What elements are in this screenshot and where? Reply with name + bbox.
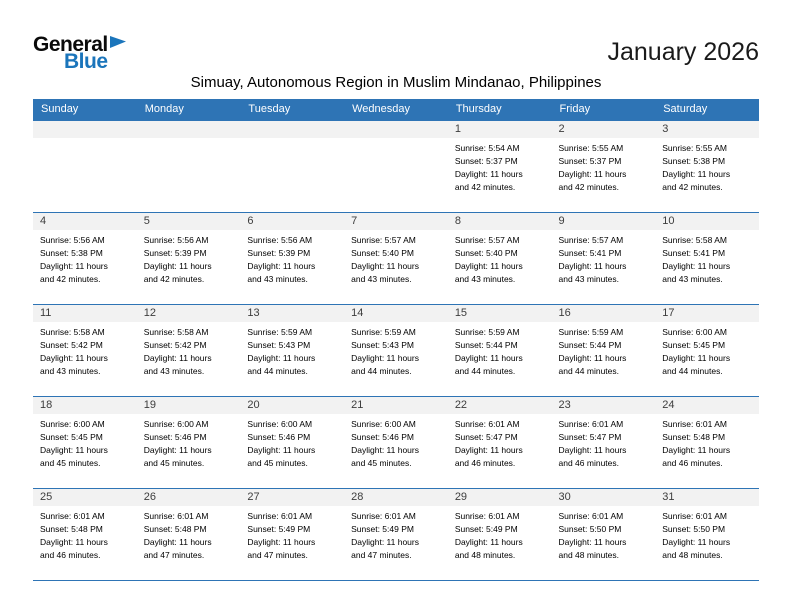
day-number-band [448,121,552,138]
calendar-day-cell [137,305,241,397]
calendar-week-row [33,213,759,305]
day-number: 11 [40,307,52,319]
sun-time-line: Daylight: 11 hours [558,261,627,271]
weekday-header-row [33,99,759,121]
sun-time-line: Sunrise: 5:58 AM [662,235,727,245]
day-number-band [33,213,137,230]
sun-time-line: Daylight: 11 hours [143,537,212,547]
sun-time-line: and 43 minutes. [143,366,205,376]
sun-times [448,138,552,194]
sun-time-line: Daylight: 11 hours [247,261,316,271]
day-number-band [137,489,241,506]
sun-time-line: Daylight: 11 hours [247,445,316,455]
sun-times [137,322,241,378]
day-number-band [137,121,241,138]
day-number-band [240,305,344,322]
sun-time-line: Sunrise: 6:00 AM [662,327,727,337]
calendar-day-cell [33,489,137,581]
sun-times [33,506,137,562]
calendar-day-cell [33,397,137,489]
sun-time-line: Sunrise: 6:00 AM [40,419,105,429]
day-number: 20 [247,399,260,411]
sun-times [240,322,344,378]
day-number-band [240,121,344,138]
sun-times [344,138,448,142]
logo-flag-icon [110,36,127,50]
sun-time-line: Sunset: 5:50 PM [662,524,726,534]
sun-time-line: Sunset: 5:39 PM [247,248,311,258]
sun-time-line: and 44 minutes. [351,366,412,376]
day-number-band [655,489,759,506]
calendar-day-cell [240,397,344,489]
sun-time-line: and 48 minutes. [454,550,516,560]
sun-time-line: Sunrise: 6:01 AM [143,511,209,521]
day-number-band [344,121,448,138]
sun-time-line: Sunset: 5:41 PM [662,248,726,258]
sun-time-line: Daylight: 11 hours [454,353,523,363]
sun-times [552,138,656,194]
calendar-week-row [33,397,759,489]
sun-time-line: Sunset: 5:48 PM [40,524,103,534]
sun-time-line: Daylight: 11 hours [143,353,212,363]
calendar-empty-cell [240,121,344,213]
sun-time-line: Sunrise: 6:00 AM [351,419,416,429]
calendar-day-cell [655,213,759,305]
sun-time-line: Daylight: 11 hours [662,445,731,455]
day-number: 9 [558,215,565,227]
calendar-day-cell [552,489,656,581]
sun-time-line: Sunset: 5:37 PM [454,156,518,166]
weekday-header-saturday: Saturday [655,99,759,121]
sun-time-line: and 42 minutes. [558,182,619,192]
sun-time-line: Sunrise: 5:55 AM [558,143,624,153]
sun-time-line: Daylight: 11 hours [454,445,523,455]
day-number: 22 [454,399,468,411]
sun-times [655,138,759,194]
calendar-day-cell [552,305,656,397]
location-subtitle: Simuay, Autonomous Region in Muslim Mindanao, Philippines [190,74,602,91]
day-number: 30 [558,491,571,503]
sun-time-line: Daylight: 11 hours [351,445,419,455]
sun-time-line: and 42 minutes. [143,274,205,284]
sun-time-line: Sunset: 5:46 PM [247,432,311,442]
day-number-band [240,213,344,230]
day-number: 26 [143,491,156,503]
day-number: 14 [351,307,364,319]
sun-times [33,322,137,378]
sun-time-line: and 44 minutes. [454,366,516,376]
day-number: 13 [247,307,260,319]
sun-time-line: Sunset: 5:45 PM [40,432,103,442]
day-number: 5 [143,215,150,227]
generalblue-logo [33,34,127,72]
sun-time-line: Sunset: 5:42 PM [143,340,207,350]
day-number-band [344,489,448,506]
sun-time-line: Sunrise: 5:57 AM [351,235,416,245]
sun-times [240,138,344,142]
sun-time-line: and 46 minutes. [454,458,516,468]
day-number: 27 [247,491,260,503]
sun-times [552,230,656,286]
calendar-day-cell [655,397,759,489]
sun-times [655,506,759,562]
sun-time-line: Sunrise: 5:54 AM [454,143,520,153]
calendar-day-cell [137,213,241,305]
sun-time-line: and 43 minutes. [247,274,308,284]
sun-times [344,414,448,470]
sun-times [552,414,656,470]
sun-time-line: and 46 minutes. [40,550,101,560]
day-number-band [33,121,137,138]
day-number: 25 [40,491,53,503]
day-number: 8 [454,215,461,227]
day-number-band [137,213,241,230]
calendar-week-row [33,305,759,397]
day-number: 1 [454,123,461,135]
sun-times [344,230,448,286]
calendar-day-cell [240,305,344,397]
sun-time-line: and 44 minutes. [558,366,619,376]
day-number: 18 [40,399,53,411]
calendar-day-cell [655,489,759,581]
calendar-week-row [33,489,759,581]
day-number-band [137,305,241,322]
day-number-band [240,397,344,414]
day-number: 3 [662,123,669,135]
sun-time-line: Daylight: 11 hours [662,169,731,179]
sun-time-line: Sunset: 5:48 PM [662,432,726,442]
day-number-band [344,397,448,414]
calendar-day-cell [552,213,656,305]
calendar-day-cell [552,397,656,489]
day-number-band [552,121,656,138]
sun-time-line: and 47 minutes. [351,550,412,560]
sun-time-line: and 43 minutes. [662,274,723,284]
weekday-header-wednesday: Wednesday [344,99,448,121]
sun-time-line: Sunset: 5:38 PM [40,248,103,258]
sun-time-line: Sunrise: 5:56 AM [247,235,313,245]
sun-time-line: Sunset: 5:49 PM [351,524,414,534]
sun-time-line: Sunset: 5:37 PM [558,156,622,166]
day-number-band [448,489,552,506]
calendar-empty-cell [137,121,241,213]
sun-time-line: Daylight: 11 hours [351,353,419,363]
sun-time-line: Sunset: 5:49 PM [247,524,311,534]
sun-time-line: Daylight: 11 hours [247,353,316,363]
sun-times [655,322,759,378]
sun-time-line: Sunset: 5:44 PM [558,340,622,350]
calendar-day-cell [137,397,241,489]
day-number: 12 [143,307,156,319]
sun-times [33,230,137,286]
day-number-band [552,489,656,506]
weekday-header-thursday: Thursday [448,99,552,121]
day-number: 21 [351,399,364,411]
weekday-header-sunday: Sunday [33,99,137,121]
day-number-band [344,305,448,322]
sun-times [240,414,344,470]
sun-time-line: and 46 minutes. [662,458,723,468]
calendar-day-cell [448,121,552,213]
sun-time-line: Sunset: 5:43 PM [351,340,414,350]
sun-time-line: Sunrise: 5:56 AM [143,235,209,245]
sun-time-line: and 45 minutes. [351,458,412,468]
sun-time-line: Sunrise: 5:58 AM [40,327,105,337]
sun-time-line: Sunset: 5:46 PM [143,432,207,442]
calendar-day-cell [448,397,552,489]
calendar-day-cell [344,305,448,397]
sun-time-line: Sunset: 5:50 PM [558,524,622,534]
sun-time-line: Sunset: 5:44 PM [454,340,518,350]
day-number-band [33,397,137,414]
day-number: 31 [662,491,675,503]
sun-time-line: Sunrise: 6:01 AM [351,511,416,521]
day-number: 10 [662,215,675,227]
day-number-band [552,305,656,322]
calendar-empty-cell [344,121,448,213]
calendar-day-cell [448,489,552,581]
sun-time-line: Sunset: 5:48 PM [143,524,207,534]
day-number-band [33,489,137,506]
sun-times [137,414,241,470]
sun-times [448,322,552,378]
sun-time-line: and 45 minutes. [143,458,205,468]
sun-time-line: Daylight: 11 hours [558,445,627,455]
day-number: 15 [454,307,468,319]
sun-time-line: Sunrise: 5:58 AM [143,327,209,337]
sun-time-line: Sunset: 5:41 PM [558,248,622,258]
sun-times [448,414,552,470]
sun-time-line: and 44 minutes. [662,366,723,376]
day-number: 23 [558,399,571,411]
day-number-band [448,213,552,230]
sun-time-line: Daylight: 11 hours [40,353,108,363]
sun-time-line: Sunset: 5:39 PM [143,248,207,258]
calendar-day-cell [655,305,759,397]
sun-times [240,506,344,562]
calendar-day-cell [448,305,552,397]
calendar-week-row [33,121,759,213]
sun-time-line: Sunset: 5:40 PM [454,248,518,258]
sun-times [448,506,552,562]
day-number-band [552,213,656,230]
sun-time-line: Daylight: 11 hours [662,537,731,547]
day-number-band [655,121,759,138]
sun-times [344,506,448,562]
day-number-band [655,213,759,230]
sun-time-line: Sunrise: 6:01 AM [662,511,727,521]
sun-time-line: Sunset: 5:42 PM [40,340,103,350]
sun-time-line: Sunset: 5:43 PM [247,340,311,350]
calendar-day-cell [240,213,344,305]
sun-time-line: Sunrise: 6:01 AM [454,419,520,429]
sun-time-line: Daylight: 11 hours [40,537,108,547]
sun-times [655,230,759,286]
sun-times [552,506,656,562]
sun-time-line: Sunrise: 6:01 AM [662,419,727,429]
day-number-band [448,305,552,322]
sun-time-line: Sunset: 5:49 PM [454,524,518,534]
day-number-band [655,397,759,414]
day-number: 29 [454,491,468,503]
sun-time-line: and 43 minutes. [40,366,101,376]
sun-time-line: Sunrise: 5:57 AM [558,235,624,245]
calendar-day-cell [552,121,656,213]
page-title: January 2026 [607,38,759,66]
calendar [33,99,759,581]
sun-time-line: and 42 minutes. [454,182,516,192]
sun-time-line: Sunset: 5:46 PM [351,432,414,442]
sun-time-line: Daylight: 11 hours [143,445,212,455]
day-number: 6 [247,215,254,227]
weekday-header-tuesday: Tuesday [240,99,344,121]
sun-time-line: Sunrise: 5:59 AM [351,327,416,337]
sun-time-line: and 46 minutes. [558,458,619,468]
sun-time-line: Sunrise: 5:59 AM [558,327,624,337]
sun-time-line: Sunrise: 6:01 AM [558,511,624,521]
sun-times [137,230,241,286]
sun-time-line: and 45 minutes. [40,458,101,468]
weekday-header-monday: Monday [137,99,241,121]
sun-time-line: Sunset: 5:38 PM [662,156,726,166]
day-number: 24 [662,399,675,411]
sun-time-line: and 45 minutes. [247,458,308,468]
sun-time-line: and 47 minutes. [247,550,308,560]
sun-time-line: Daylight: 11 hours [40,261,108,271]
logo-text-blue: Blue [64,50,108,73]
calendar-day-cell [240,489,344,581]
sun-time-line: Daylight: 11 hours [558,537,627,547]
sun-time-line: Daylight: 11 hours [558,353,627,363]
sun-times [33,414,137,470]
sun-time-line: Sunrise: 5:59 AM [247,327,313,337]
day-number-band [552,397,656,414]
sun-time-line: Sunrise: 6:01 AM [558,419,624,429]
sun-time-line: Daylight: 11 hours [247,537,316,547]
day-number-band [240,489,344,506]
sun-time-line: Daylight: 11 hours [454,537,523,547]
sun-time-line: Sunrise: 5:55 AM [662,143,727,153]
sun-time-line: Daylight: 11 hours [351,261,419,271]
day-number-band [344,213,448,230]
sun-time-line: and 43 minutes. [558,274,619,284]
sun-times [33,138,137,142]
sun-time-line: Daylight: 11 hours [662,353,731,363]
sun-times [344,322,448,378]
day-number: 4 [40,215,47,227]
calendar-empty-cell [33,121,137,213]
sun-time-line: Sunrise: 6:00 AM [247,419,313,429]
day-number-band [33,305,137,322]
sun-time-line: Sunrise: 5:57 AM [454,235,520,245]
sun-time-line: and 44 minutes. [247,366,308,376]
sun-time-line: Sunrise: 5:59 AM [454,327,520,337]
calendar-day-cell [33,213,137,305]
sun-time-line: and 48 minutes. [558,550,619,560]
sun-time-line: Daylight: 11 hours [558,169,627,179]
calendar-day-cell [344,397,448,489]
sun-time-line: Sunrise: 6:00 AM [143,419,209,429]
day-number: 2 [558,123,565,135]
sun-time-line: Sunrise: 6:01 AM [247,511,313,521]
calendar-day-cell [137,489,241,581]
sun-time-line: and 48 minutes. [662,550,723,560]
sun-time-line: Sunrise: 5:56 AM [40,235,105,245]
sun-time-line: Sunset: 5:47 PM [454,432,518,442]
day-number-band [137,397,241,414]
sun-time-line: Sunrise: 6:01 AM [454,511,520,521]
sun-times [655,414,759,470]
sun-time-line: and 42 minutes. [40,274,101,284]
sun-time-line: Daylight: 11 hours [143,261,212,271]
day-number: 7 [351,215,358,227]
weekday-header-friday: Friday [552,99,656,121]
day-number: 17 [662,307,675,319]
sun-time-line: Sunset: 5:45 PM [662,340,726,350]
sun-time-line: Daylight: 11 hours [662,261,731,271]
sun-time-line: Daylight: 11 hours [454,169,523,179]
sun-times [448,230,552,286]
day-number: 19 [143,399,156,411]
sun-time-line: and 43 minutes. [351,274,412,284]
calendar-table [33,99,759,581]
sun-times [137,506,241,562]
sun-time-line: Sunrise: 6:01 AM [40,511,105,521]
calendar-day-cell [344,489,448,581]
calendar-day-cell [33,305,137,397]
calendar-day-cell [655,121,759,213]
sun-time-line: and 43 minutes. [454,274,516,284]
calendar-day-cell [344,213,448,305]
logo-text-general: General [33,33,108,56]
sun-time-line: Sunset: 5:47 PM [558,432,622,442]
sun-times [552,322,656,378]
day-number-band [448,397,552,414]
sun-time-line: and 47 minutes. [143,550,205,560]
sun-times [240,230,344,286]
sun-time-line: and 42 minutes. [662,182,723,192]
sun-time-line: Sunset: 5:40 PM [351,248,414,258]
day-number: 16 [558,307,571,319]
sun-time-line: Daylight: 11 hours [454,261,523,271]
day-number-band [655,305,759,322]
sun-time-line: Daylight: 11 hours [351,537,419,547]
day-number: 28 [351,491,364,503]
sun-time-line: Daylight: 11 hours [40,445,108,455]
sun-times [137,138,241,142]
top-bar [0,0,792,72]
calendar-day-cell [448,213,552,305]
